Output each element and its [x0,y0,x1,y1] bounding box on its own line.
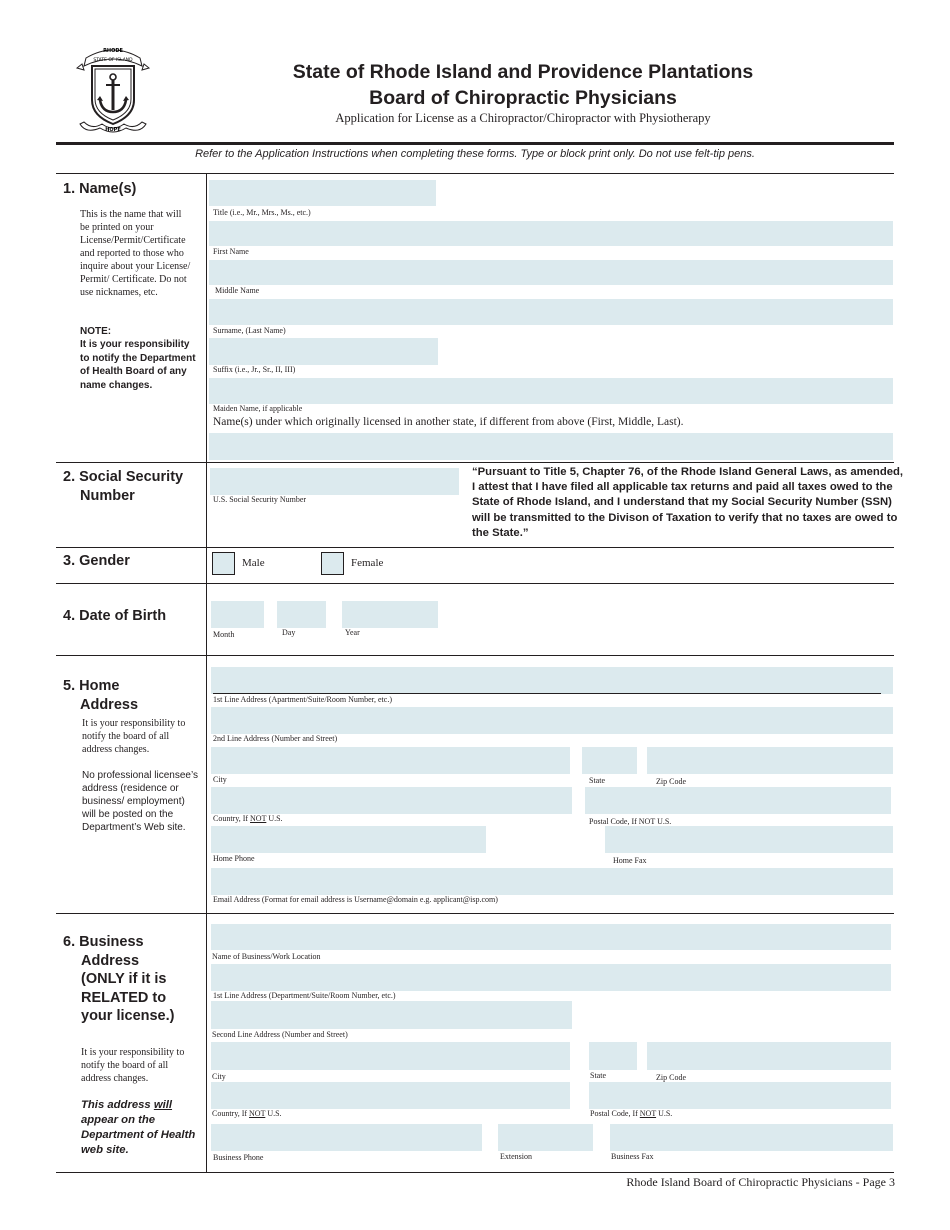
home-postal-label: Postal Code, If NOT U.S. [589,817,672,826]
svg-text:RHODE: RHODE [103,48,123,54]
middle-name-input[interactable] [209,260,893,285]
birth-day-input[interactable] [277,601,326,628]
business-address-line1-input[interactable] [211,964,891,991]
birth-year-input[interactable] [342,601,438,628]
column-divider [206,173,207,1173]
section-5-title-line2: Address [80,697,139,713]
page-footer: Rhode Island Board of Chiropractic Physicians - Page 3 [626,1175,895,1189]
section-divider [56,583,894,584]
section-1-bold-note: It is your responsibility to notify the Department of Health Board of any name changes. [80,339,196,391]
home-phone-label: Home Phone [213,854,255,863]
surname-label: Surname, (Last Name) [213,326,286,335]
home-line2-label: 2nd Line Address (Number and Street) [213,734,338,743]
svg-text:STATE OF ISLAND: STATE OF ISLAND [93,58,133,63]
section-6-title-line2: Address [81,953,140,969]
home-city-label: City [213,775,227,784]
home-state-input[interactable] [582,747,637,774]
maiden-name-input[interactable] [209,378,893,404]
section-divider [56,655,894,656]
section-5-title: 5. Home [63,678,120,694]
business-line2-label: Second Line Address (Number and Street) [212,1030,348,1039]
section-6-public-note: This address will appear on the Department of Health web site. [81,1099,196,1156]
section-2-title: 2. Social Security [63,469,184,485]
section-6-note: It is your responsibility to notify the board of all address changes. [81,1047,185,1084]
business-line1-label: 1st Line Address (Department/Suite/Room Number, etc.) [213,991,396,1000]
suffix-input[interactable] [209,338,438,365]
first-name-input[interactable] [209,221,893,246]
home-address-line2-input[interactable] [211,707,893,734]
business-address-line2-input[interactable] [211,1001,572,1029]
business-postal-code-input[interactable] [589,1082,891,1109]
section-6-title-line3: (ONLY if it is [81,971,167,987]
instructions-text: Refer to the Application Instructions when completing these forms. Type or block print only. Do not use felt-tip pens. [195,148,755,160]
application-subtitle: Application for License as a Chiropractor/Chiropractor with Physiotherapy [335,111,711,125]
state-seal [72,44,154,136]
header-divider [56,142,894,145]
section-divider [56,913,894,914]
business-phone-input[interactable] [211,1124,482,1151]
section-6-title: 6. Business [63,934,144,950]
business-state-label: State [590,1071,606,1080]
home-zip-label: Zip Code [656,777,686,786]
business-name-input[interactable] [211,924,891,950]
year-label: Year [345,628,360,637]
business-postal-label: Postal Code, If NOT U.S. [590,1109,673,1118]
home-country-label: Country, If NOT U.S. [213,814,283,823]
home-fax-input[interactable] [605,826,893,853]
business-fax-input[interactable] [610,1124,893,1151]
maiden-name-label: Maiden Name, if applicable [213,404,303,413]
section-4-title: 4. Date of Birth [63,608,167,624]
business-state-input[interactable] [589,1042,637,1070]
home-zip-input[interactable] [647,747,893,774]
surname-input[interactable] [209,299,893,325]
business-zip-label: Zip Code [656,1073,686,1082]
suffix-label: Suffix (i.e., Jr., Sr., II, III) [213,365,296,374]
day-label: Day [282,628,296,637]
section-6-title-line4: RELATED to [81,990,167,1006]
business-zip-input[interactable] [647,1042,891,1070]
home-country-input[interactable] [211,787,572,814]
business-extension-label: Extension [500,1152,532,1161]
section-5-privacy-note: No professional licensee’s address (residence or business/ employment) will be posted on the Department’s Web site. [82,770,198,833]
email-input[interactable] [211,868,893,895]
section-1-note: This is the name that will be printed on your License/Permit/Certificate and reported to those who inquire about your License/ Permit/ Certificate. Do not use nicknames, etc. [80,209,191,298]
male-checkbox[interactable] [212,552,235,575]
underline [213,693,881,694]
business-country-label: Country, If NOT U.S. [212,1109,282,1118]
business-country-input[interactable] [211,1082,570,1109]
section-divider [56,1172,894,1173]
section-2-title-line2: Number [80,488,135,504]
section-6-title-line5: your license.) [81,1008,175,1024]
section-5-note: It is your responsibility to notify the board of all address changes. [82,718,186,755]
business-name-label: Name of Business/Work Location [212,952,321,961]
section-divider [56,173,894,174]
female-checkbox[interactable] [321,552,344,575]
business-city-input[interactable] [211,1042,570,1070]
home-fax-label: Home Fax [613,856,647,865]
ssn-input[interactable] [210,468,459,495]
business-city-label: City [212,1072,226,1081]
title-input[interactable] [209,180,436,206]
birth-month-input[interactable] [211,601,264,628]
page-title: State of Rhode Island and Providence Plantations [292,61,754,83]
tax-attestation: “Pursuant to Title 5, Chapter 76, of the Rhode Island General Laws, as amended, I attest that I have filed all applicable tax returns and paid all taxes owed to the State of Rhode Island, and I understand that my Social Security Number (SSN) will be transmitted to the Divison of Taxation to verify that no taxes are owed to the State.” [472,466,904,539]
svg-text:HOPE: HOPE [105,127,121,133]
home-state-label: State [589,776,605,785]
board-title: Board of Chiropractic Physicians [369,87,677,109]
home-address-line1-input[interactable] [211,667,893,694]
note-heading: NOTE: [80,326,112,337]
ssn-label: U.S. Social Security Number [213,495,307,504]
business-phone-label: Business Phone [213,1153,264,1162]
section-3-title: 3. Gender [63,553,130,569]
other-names-input[interactable] [209,433,893,460]
section-divider [56,462,894,463]
section-divider [56,547,894,548]
home-postal-code-input[interactable] [585,787,891,814]
first-name-label: First Name [213,247,249,256]
title-label: Title (i.e., Mr., Mrs., Ms., etc.) [213,208,311,217]
section-1-title: 1. Name(s) [63,181,137,197]
email-label: Email Address (Format for email address is Username@domain e.g. applicant@isp.com) [213,895,498,904]
business-extension-input[interactable] [498,1124,593,1151]
month-label: Month [213,630,235,639]
business-fax-label: Business Fax [611,1152,654,1161]
home-line1-label: 1st Line Address (Apartment/Suite/Room Number, etc.) [213,695,392,704]
home-city-input[interactable] [211,747,570,774]
female-label: Female [351,557,384,569]
middle-name-label: Middle Name [215,286,260,295]
other-names-label: Name(s) under which originally licensed in another state, if different from above (First, Middle, Last). [213,416,684,428]
male-label: Male [242,557,265,569]
home-phone-input[interactable] [211,826,486,853]
